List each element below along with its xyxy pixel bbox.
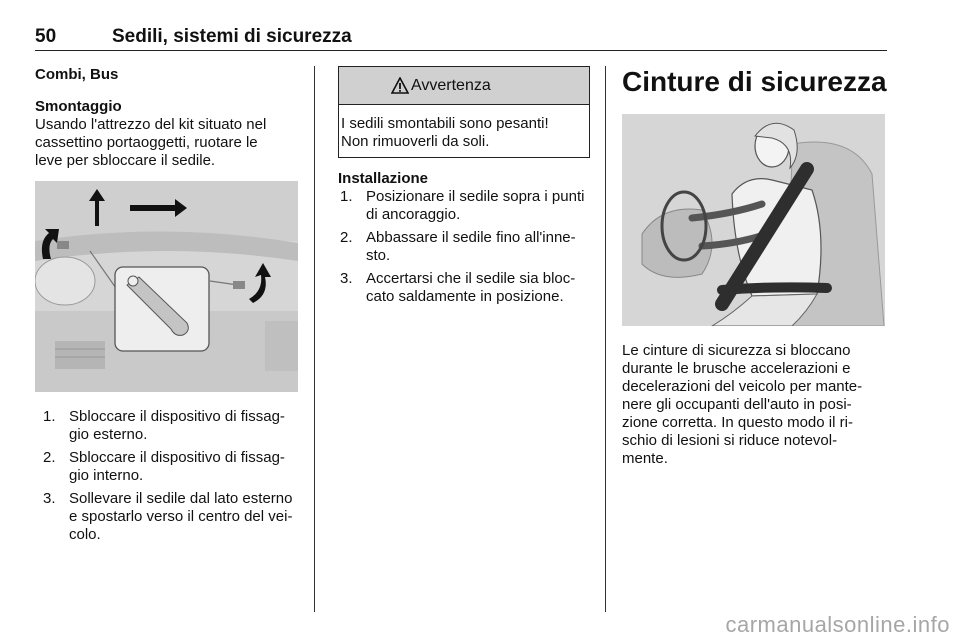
seatbelt-paragraph: Le cinture di sicurezza si bloccano durante le brusche accelerazioni e decelerazioni del veicolo per mante- nere gli occupanti dell'auto in posi- zione corretta. In questo modo il ri- schio di lesioni si riduce notevol- mente. bbox=[622, 342, 863, 467]
warning-title: Avvertenza bbox=[411, 77, 491, 94]
header-divider bbox=[35, 50, 887, 51]
warning-header bbox=[339, 67, 589, 105]
column-divider-2 bbox=[605, 66, 606, 612]
seatbelt-illustration bbox=[622, 114, 885, 326]
section-label-smontaggio: Smontaggio bbox=[35, 98, 122, 115]
section-label-installazione: Installazione bbox=[338, 170, 429, 187]
warning-triangle-icon bbox=[391, 77, 409, 95]
page-number: 50 bbox=[35, 26, 57, 47]
warning-box bbox=[338, 66, 590, 158]
section-title: Cinture di sicurezza bbox=[622, 66, 887, 97]
warning-text: I sedili smontabili sono pesanti! Non rimuoverli da soli. bbox=[341, 115, 549, 150]
page-title: Sedili, sistemi di sicurezza bbox=[112, 26, 352, 47]
seat-removal-illustration bbox=[35, 181, 298, 392]
subheading-combi-bus: Combi, Bus bbox=[35, 66, 119, 83]
column-divider-1 bbox=[314, 66, 315, 612]
watermark: carmanualsonline.info bbox=[725, 612, 950, 637]
intro-text: Usando l'attrezzo del kit situato nel cassettino portaoggetti, ruotare le leve per sbloccare il sedile. bbox=[35, 116, 267, 169]
